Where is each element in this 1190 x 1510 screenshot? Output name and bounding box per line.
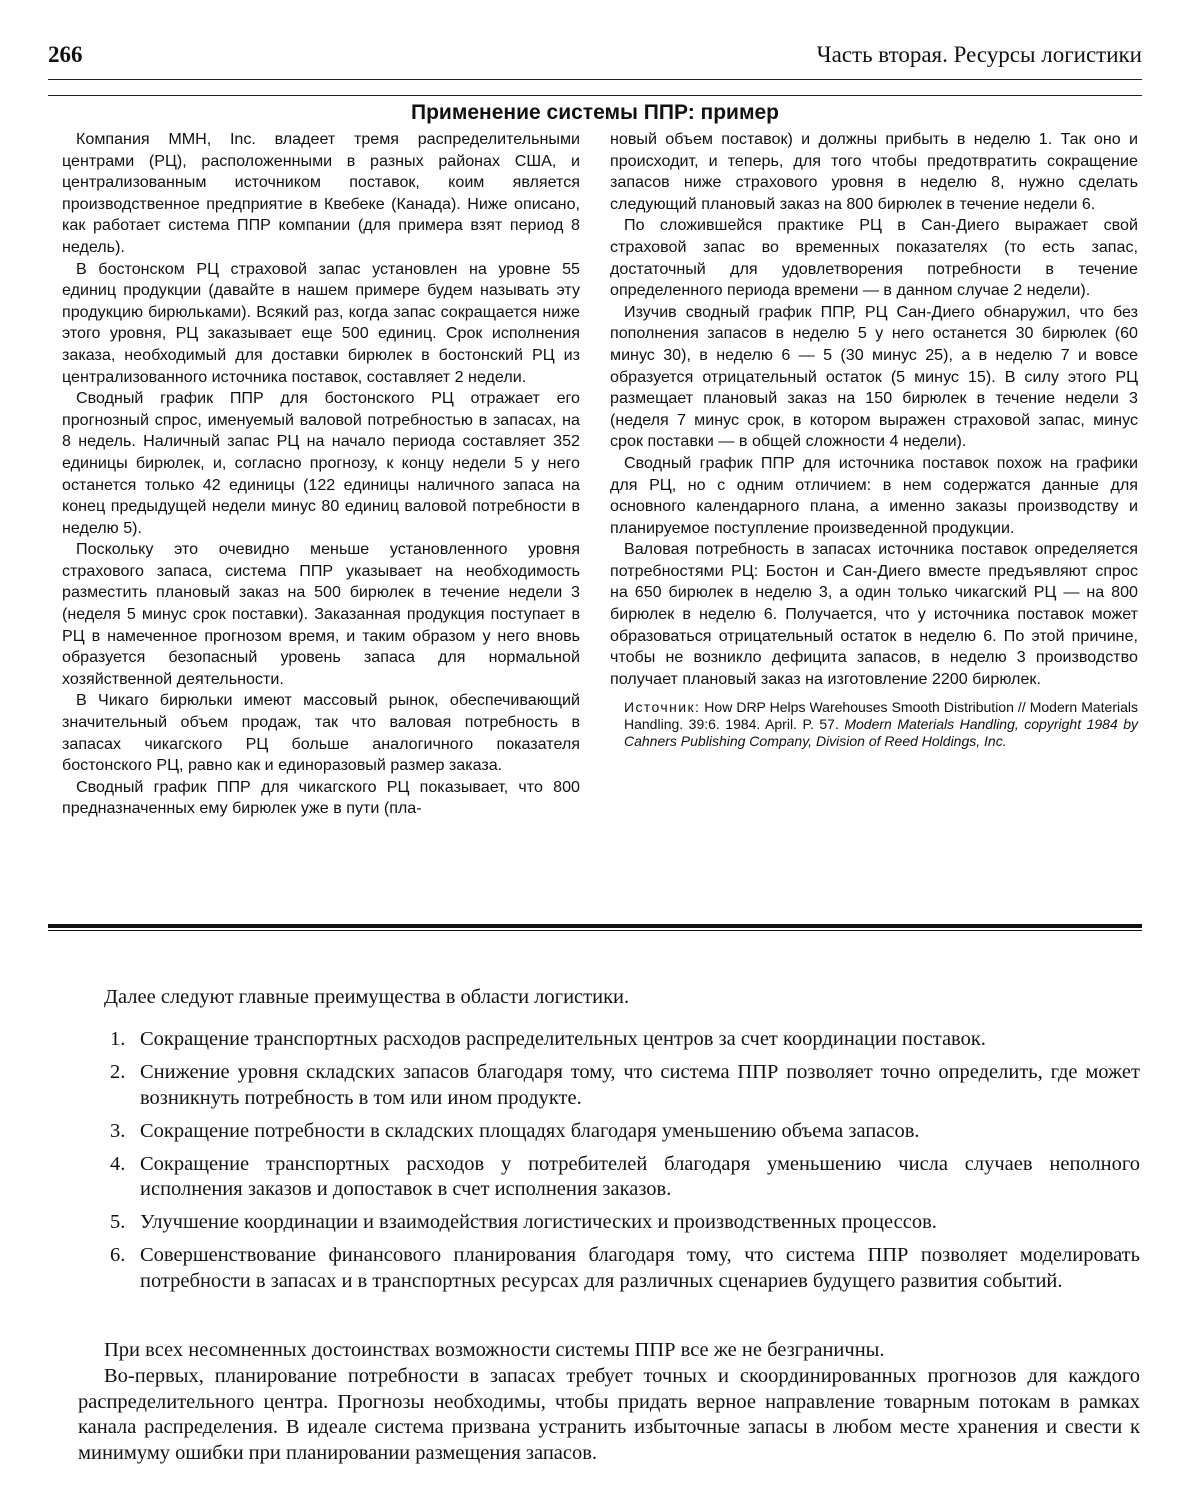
list-item: [78, 1210, 1140, 1236]
list-item: [78, 1152, 1140, 1203]
list-item-text: Сокращение транспортных расходов распределительных центров за счет координации поставок.: [140, 1028, 986, 1050]
box-left-column: [62, 129, 580, 820]
source-italic-text: Modern Materials Handling, copyright 1984 by Cahners Publishing Company, Division of Reed Holdings, Inc.: [624, 716, 1139, 750]
box-right-column: [610, 129, 1138, 750]
list-item-text: Снижение уровня складских запасов благодаря тому, что система ППР позволяет точно определить, где может возникнуть потребность в том или ином продукте.: [140, 1061, 1140, 1109]
box-paragraph: В Чикаго бирюльки имеют массовый рынок, обеспечивающий значительный объем продаж, так что валовая потребность в запасах чикагского РЦ больше аналогичного показателя бостонского РЦ, равно как и единоразовый размер заказа.: [62, 691, 580, 775]
benefits-list: [78, 1027, 1140, 1302]
box-paragraph: В бостонском РЦ страховой запас установлен на уровне 55 единиц продукции (давайте в нашем примере будем называть эту продукцию бирюльками). Всякий раз, когда запас сокращается ниже этого уровня, РЦ заказывает еще 500 единиц. Срок исполнения заказа, необходимый для доставки бирюлек в бостонский РЦ из централизованного источника поставок, составляет 2 недели.: [62, 259, 580, 386]
box-paragraph: Сводный график ППР для источника поставок похож на графики для РЦ, но с одним отличием: в нем содержатся данные для основного календарного плана, а именно заказы производству и планируемое поступление произведенной продукции.: [610, 453, 1138, 537]
intro-paragraph: Далее следуют главные преимущества в области логистики.: [104, 986, 630, 1008]
box-paragraph: Валовая потребность в запасах источника поставок определяется потребностями РЦ: Бостон и Сан-Диего вместе предъявляют спрос на 650 бирюлек в неделю 3, а один только чикагский РЦ — на 800 бирюлек в неделю 6. Получается, что у источника поставок может образоваться отрицательный остаток в неделю 6. По этой причине, чтобы не возникло дефицита запасов, в неделю 3 производство получает плановый заказ на изготовление 2200 бирюлек.: [610, 540, 1138, 688]
list-item-text: Совершенствование финансового планирования благодаря тому, что система ППР позволяет моделировать потребности в запасах и в транспортных ресурсах для различных сценариев будущего развития событий.: [140, 1244, 1140, 1292]
source-label: Источник:: [624, 699, 701, 716]
box-paragraph: Изучив сводный график ППР, РЦ Сан-Диего обнаружил, что без пополнения запасов в неделю 5 у него останется 30 бирюлек (60 минус 30), в неделю 6 — 5 (30 минус 25), а в неделю 7 и вовсе образуется отрицательный остаток (5 минус 15). В силу этого РЦ размещает плановый заказ на 150 бирюлек в течение недели 3 (неделя 7 минус срок, в котором выражен страховой запас, минус срок поставки — в общей сложности 4 недели).: [610, 302, 1138, 451]
list-item: [78, 1243, 1140, 1294]
box-bottom-rule-thick: [48, 924, 1142, 928]
list-item: [78, 1119, 1140, 1145]
body-paragraph: Во-первых, планирование потребности в запасах требует точных и скоординированных прогнозов для каждого распределительного центра. Прогнозы необходимы, чтобы придать верное направление товарным потокам в рамках канала распределения. В идеале система призвана устранить избыточные запасы в любом месте хранения и свести к минимуму ошибки при планировании размещения запасов.: [78, 1365, 1140, 1464]
list-item-number: 5.: [110, 1211, 126, 1233]
page-header: [48, 42, 1142, 72]
list-item-text: Улучшение координации и взаимодействия логистических и производственных процессов.: [140, 1211, 937, 1233]
list-item-number: 2.: [110, 1061, 126, 1083]
box-paragraph: По сложившейся практике РЦ в Сан-Диего выражает свой страховой запас во временных показателях (то есть запас, достаточный для удовлетворения потребности в течение определенного периода времени — в данном случае 2 недели).: [610, 216, 1138, 300]
box-paragraph: Поскольку это очевидно меньше установленного уровня страхового запаса, система ППР указывает на необходимость разместить плановый заказ на 500 бирюлек в течение недели 3 (неделя 5 минус срок поставки). Заказанная продукция поступает в РЦ в намеченное прогнозом время, и таким образом у него вновь образуется безопасный уровень запаса для нормальной хозяйственной деятельности.: [62, 540, 580, 688]
box-bottom-rule-thin: [48, 930, 1142, 931]
list-item-number: 3.: [110, 1119, 126, 1142]
source-text: How DRP Helps Warehouses Smooth Distribution // Modern Materials Handling. 39:6. 1984. April. P. 57.: [624, 699, 1138, 733]
page-number: 266: [48, 42, 83, 67]
list-item-number: 6.: [110, 1244, 126, 1266]
list-item-number: 4.: [110, 1152, 126, 1175]
list-item: [78, 1060, 1140, 1111]
box-paragraph: Сводный график ППР для чикагского РЦ показывает, что 800 предназначенных ему бирюлек уже в пути (пла-: [62, 777, 580, 818]
box-paragraph: Компания ММН, Inc. владеет тремя распределительными центрами (РЦ), расположенными в разных районах США, и централизованным источником поставок, коим является производственное предприятие в Квебеке (Канада). Ниже описано, как работает система ППР компании (для примера взят период 8 недель).: [62, 130, 580, 256]
box-paragraph: Сводный график ППР для бостонского РЦ отражает его прогнозный спрос, именуемый валовой потребностью в запасах, на 8 недель. Наличный запас РЦ на начало периода составляет 352 единицы бирюлек, и, согласно прогнозу, к концу недели 5 у него останется только 42 единицы (122 единицы наличного запаса на конец предыдущей недели минус 80 единиц валовой потребности в неделю 5).: [62, 389, 580, 537]
box-title: Применение системы ППР: пример: [411, 101, 779, 124]
box-paragraph: новый объем поставок) и должны прибыть в неделю 1. Так оно и происходит, и теперь, для того чтобы предотвратить сокращение запасов ниже страхового уровня в неделю 8, нужно сделать следующий плановый заказ на 800 бирюлек в течение недели 6.: [610, 130, 1138, 213]
box-top-rule: [48, 95, 1142, 96]
list-item-number: 1.: [110, 1028, 126, 1050]
header-rule: [48, 79, 1142, 80]
source-citation: [610, 699, 1138, 750]
list-item-text: Сокращение транспортных расходов у потребителей благодаря уменьшению числа случаев неполного исполнения заказов и допоставок в счет исполнения заказов.: [140, 1152, 1140, 1200]
list-item: [78, 1027, 1140, 1053]
list-item-text: Сокращение потребности в складских площадях благодаря уменьшению объема запасов.: [140, 1119, 920, 1142]
running-head: Часть вторая. Ресурсы логистики: [816, 42, 1142, 67]
body-paragraph: При всех несомненных достоинствах возможности системы ППР все же не безграничны.: [104, 1339, 885, 1361]
